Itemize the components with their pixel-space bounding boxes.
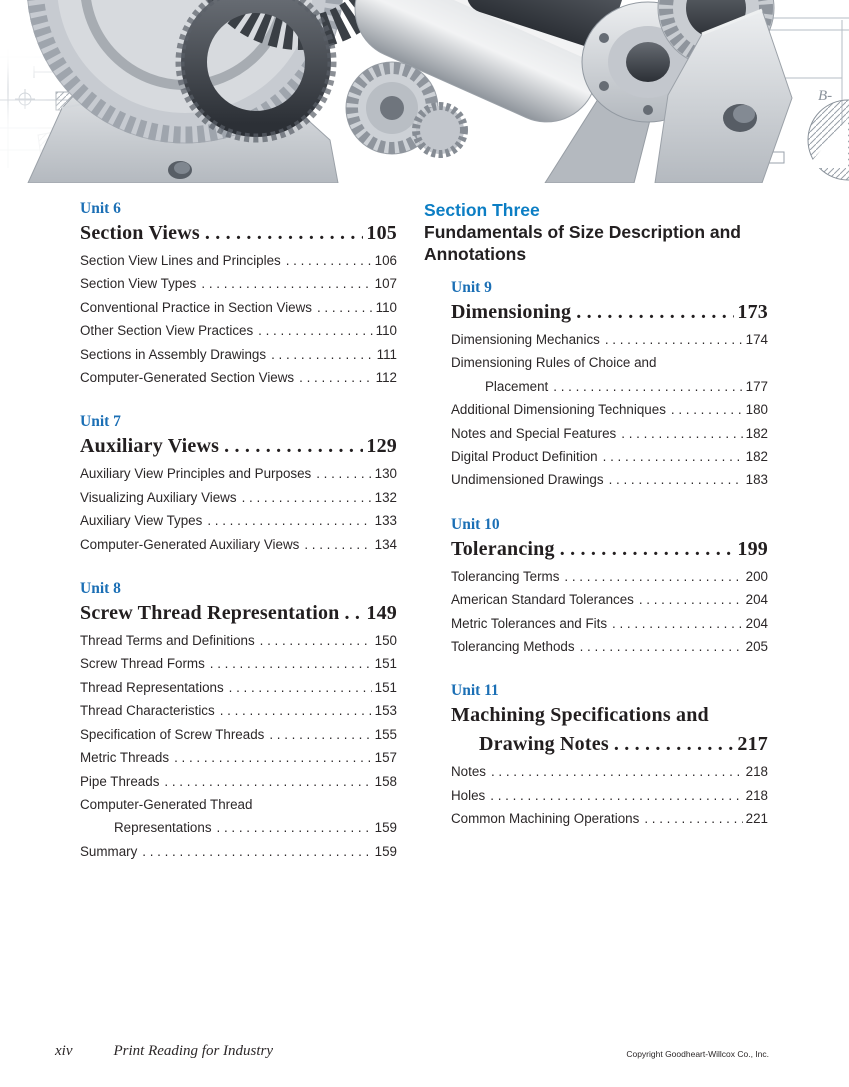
dot-leader bbox=[201, 272, 371, 295]
toc-entry bbox=[451, 760, 768, 783]
dot-leader bbox=[260, 629, 372, 652]
toc-entry bbox=[451, 445, 768, 468]
dot-leader bbox=[671, 398, 743, 421]
dot-leader bbox=[639, 588, 743, 611]
toc-entry bbox=[80, 509, 397, 532]
page-number: 200 bbox=[745, 568, 768, 584]
drawing-view-label: B- bbox=[818, 88, 833, 104]
toc-unit bbox=[80, 580, 397, 863]
page-number: 173 bbox=[737, 301, 768, 323]
dot-leader bbox=[299, 366, 373, 389]
unit-title bbox=[451, 536, 768, 562]
toc-entry-text: Computer-Generated Thread bbox=[80, 796, 253, 812]
page-number: 130 bbox=[374, 466, 397, 482]
page-number: 105 bbox=[366, 222, 397, 244]
unit-title bbox=[451, 702, 768, 728]
page-number: 155 bbox=[374, 726, 397, 742]
dot-leader bbox=[217, 816, 372, 839]
toc-entry bbox=[451, 328, 768, 351]
dot-leader bbox=[317, 296, 373, 319]
unit-title-text: Dimensioning bbox=[451, 301, 572, 323]
page-number: 217 bbox=[737, 733, 768, 756]
dot-leader bbox=[205, 220, 364, 246]
unit-title-text: Machining Specifications and bbox=[451, 704, 709, 727]
toc-entry bbox=[451, 468, 768, 491]
toc-right-column bbox=[424, 200, 768, 855]
page-number: 107 bbox=[374, 276, 397, 292]
toc-entry bbox=[80, 462, 397, 485]
page-number: 134 bbox=[374, 536, 397, 552]
toc-unit bbox=[80, 413, 397, 556]
page-number: 150 bbox=[374, 633, 397, 649]
dot-leader bbox=[210, 652, 372, 675]
toc-entry bbox=[80, 249, 397, 272]
toc-entry bbox=[80, 533, 397, 556]
toc-entry-text: Screw Thread Forms bbox=[80, 656, 205, 672]
page-number: 110 bbox=[375, 299, 397, 315]
toc-entry bbox=[451, 807, 768, 830]
unit-label: Unit 9 bbox=[451, 279, 492, 296]
unit-title bbox=[451, 299, 768, 325]
unit-label: Unit 6 bbox=[80, 200, 121, 217]
page-number: 218 bbox=[745, 764, 768, 780]
page-number: 111 bbox=[376, 346, 397, 362]
toc-entry bbox=[80, 770, 397, 793]
unit-title-text: Screw Thread Representation bbox=[80, 602, 340, 625]
page-number: 177 bbox=[745, 378, 768, 394]
page-number: 151 bbox=[374, 679, 397, 695]
toc-unit bbox=[424, 516, 768, 659]
toc-entry-text: Metric Threads bbox=[80, 750, 170, 766]
toc-entry bbox=[80, 629, 397, 652]
toc-entry bbox=[451, 351, 768, 374]
unit-label: Unit 8 bbox=[80, 580, 121, 598]
page-number: 204 bbox=[745, 592, 768, 608]
toc-entry-text: Digital Product Definition bbox=[451, 449, 598, 465]
unit-label: Unit 11 bbox=[451, 682, 499, 700]
dot-leader bbox=[316, 462, 371, 485]
toc-entry bbox=[80, 676, 397, 699]
toc-entry bbox=[80, 652, 397, 675]
page-number: 153 bbox=[374, 703, 397, 719]
unit-title bbox=[80, 220, 397, 246]
toc-entry-text: Computer-Generated Auxiliary Views bbox=[80, 536, 300, 552]
toc-left-column bbox=[80, 200, 397, 887]
toc-entry-text: Computer-Generated Section Views bbox=[80, 370, 295, 386]
toc-entry-text: Specification of Screw Threads bbox=[80, 726, 265, 742]
toc-entry bbox=[80, 816, 397, 839]
right-units-container bbox=[424, 279, 768, 831]
toc-entry-text: Placement bbox=[485, 378, 549, 394]
toc-entry bbox=[80, 319, 397, 342]
dot-leader bbox=[621, 422, 742, 445]
toc-entry bbox=[80, 366, 397, 389]
unit-title-text: Auxiliary Views bbox=[80, 435, 220, 458]
page-number: 180 bbox=[745, 402, 768, 418]
toc-entry bbox=[451, 422, 768, 445]
unit-title bbox=[451, 731, 768, 757]
gearbox-assembly bbox=[27, 0, 792, 183]
toc-entry bbox=[451, 612, 768, 635]
dot-leader bbox=[164, 770, 371, 793]
page-footer bbox=[55, 1043, 769, 1060]
dot-leader bbox=[612, 612, 743, 635]
table-of-contents bbox=[0, 183, 849, 887]
unit-title-text: Tolerancing bbox=[451, 537, 555, 560]
dot-leader bbox=[242, 486, 372, 509]
dot-leader bbox=[174, 746, 372, 769]
toc-entry-text: Conventional Practice in Section Views bbox=[80, 299, 312, 315]
unit-title-text: Section Views bbox=[80, 222, 200, 244]
toc-entry-text: Section View Lines and Principles bbox=[80, 253, 281, 268]
folio-page-number: xiv bbox=[55, 1043, 73, 1059]
toc-entry-text: Metric Tolerances and Fits bbox=[451, 615, 608, 631]
dot-leader bbox=[603, 445, 743, 468]
dot-leader bbox=[491, 760, 743, 783]
dot-leader bbox=[142, 840, 371, 863]
page-number: 149 bbox=[366, 602, 397, 625]
toc-entry bbox=[80, 793, 397, 816]
page-number: 106 bbox=[374, 253, 397, 268]
toc-entry-text: Thread Characteristics bbox=[80, 703, 215, 719]
toc-entry bbox=[80, 699, 397, 722]
toc-unit bbox=[424, 682, 768, 830]
toc-unit bbox=[424, 279, 768, 492]
page-number: 110 bbox=[375, 323, 397, 339]
toc-entry bbox=[80, 296, 397, 319]
page-number: 204 bbox=[745, 615, 768, 631]
dot-leader bbox=[258, 319, 372, 342]
page-number: 159 bbox=[374, 820, 397, 836]
section-title: Fundamentals of Size Description and Annotations bbox=[424, 222, 741, 264]
toc-entry-text: Holes bbox=[451, 787, 486, 803]
dot-leader bbox=[576, 299, 734, 325]
toc-entry bbox=[80, 343, 397, 366]
copyright-notice: Copyright Goodheart-Willcox Co., Inc. bbox=[626, 1049, 769, 1059]
dot-leader bbox=[344, 600, 363, 626]
toc-entry-text: Dimensioning Rules of Choice and bbox=[451, 355, 657, 371]
page-number: 159 bbox=[374, 843, 397, 859]
unit-label: Unit 7 bbox=[80, 413, 121, 431]
toc-entry-text: Sections in Assembly Drawings bbox=[80, 346, 267, 362]
toc-entry-text: Additional Dimensioning Techniques bbox=[451, 402, 666, 418]
toc-entry bbox=[451, 565, 768, 588]
toc-entry bbox=[451, 784, 768, 807]
unit-title-text: Drawing Notes bbox=[479, 733, 609, 756]
toc-entry-text: Representations bbox=[114, 820, 212, 836]
toc-entry-text: Auxiliary View Principles and Purposes bbox=[80, 466, 312, 482]
toc-entry-text: American Standard Tolerances bbox=[451, 592, 634, 608]
toc-entry bbox=[80, 746, 397, 769]
toc-entry-text: Other Section View Practices bbox=[80, 323, 254, 339]
page-number: 218 bbox=[745, 787, 768, 803]
section-number-label: Section Three bbox=[424, 200, 540, 220]
dot-leader bbox=[564, 565, 742, 588]
toc-entry-text: Thread Representations bbox=[80, 679, 224, 695]
toc-entry bbox=[451, 635, 768, 658]
dot-leader bbox=[229, 676, 372, 699]
unit-label: Unit 10 bbox=[451, 515, 500, 533]
dot-leader bbox=[269, 723, 371, 746]
page-number: 157 bbox=[374, 750, 397, 766]
dot-leader bbox=[560, 536, 735, 562]
toc-entry-text: Tolerancing Terms bbox=[451, 568, 560, 584]
page-number: 182 bbox=[745, 449, 768, 465]
page-number: 132 bbox=[374, 489, 397, 505]
dot-leader bbox=[490, 784, 742, 807]
section-heading bbox=[424, 200, 768, 265]
page-number: 182 bbox=[745, 425, 768, 441]
gearbox-render-image bbox=[0, 0, 849, 183]
toc-entry-text: Notes and Special Features bbox=[451, 425, 617, 441]
page-number: 174 bbox=[745, 332, 768, 347]
toc-entry bbox=[80, 840, 397, 863]
dot-leader bbox=[220, 699, 372, 722]
toc-entry-text: Summary bbox=[80, 843, 138, 859]
dot-leader bbox=[644, 807, 742, 830]
unit-title bbox=[80, 600, 397, 626]
toc-entry bbox=[80, 723, 397, 746]
toc-entry-text: Pipe Threads bbox=[80, 773, 160, 789]
toc-entry bbox=[80, 486, 397, 509]
toc-entry bbox=[451, 588, 768, 611]
toc-entry-text: Auxiliary View Types bbox=[80, 513, 203, 529]
page-number: 151 bbox=[374, 656, 397, 672]
page-number: 183 bbox=[745, 472, 768, 488]
dot-leader bbox=[580, 635, 743, 658]
toc-entry bbox=[451, 398, 768, 421]
toc-entry-text: Section View Types bbox=[80, 276, 197, 292]
toc-entry-text: Dimensioning Mechanics bbox=[451, 332, 600, 347]
page-number: 221 bbox=[745, 811, 768, 827]
page-number: 133 bbox=[374, 513, 397, 529]
dot-leader bbox=[224, 433, 363, 459]
unit-title bbox=[80, 433, 397, 459]
dot-leader bbox=[271, 343, 374, 366]
dot-leader bbox=[304, 533, 371, 556]
page-number: 205 bbox=[745, 639, 768, 655]
toc-unit bbox=[80, 200, 397, 389]
dot-leader bbox=[614, 731, 735, 757]
toc-entry-text: Common Machining Operations bbox=[451, 811, 640, 827]
toc-entry-text: Visualizing Auxiliary Views bbox=[80, 489, 237, 505]
toc-entry-text: Notes bbox=[451, 764, 486, 780]
toc-entry-text: Tolerancing Methods bbox=[451, 639, 575, 655]
page-number: 158 bbox=[374, 773, 397, 789]
toc-entry-text: Thread Terms and Definitions bbox=[80, 633, 255, 649]
toc-entry-text: Undimensioned Drawings bbox=[451, 472, 604, 488]
dot-leader bbox=[609, 468, 743, 491]
dot-leader bbox=[286, 249, 372, 272]
header-banner bbox=[0, 0, 849, 183]
toc-entry bbox=[451, 375, 768, 398]
book-title: Print Reading for Industry bbox=[113, 1043, 274, 1059]
dot-leader bbox=[207, 509, 371, 532]
toc-entry bbox=[80, 272, 397, 295]
page-number: 112 bbox=[375, 370, 397, 386]
dot-leader bbox=[553, 375, 742, 398]
dot-leader bbox=[605, 328, 743, 351]
page-number: 199 bbox=[737, 537, 768, 560]
page-number: 129 bbox=[366, 435, 397, 458]
